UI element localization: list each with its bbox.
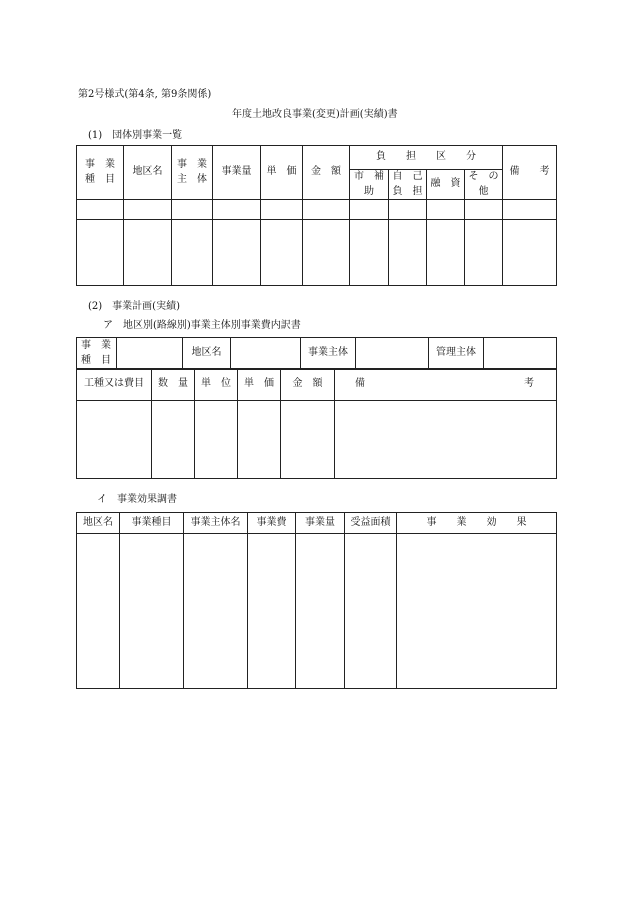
header-remarks: 備 考 (503, 146, 557, 200)
table-row (77, 534, 557, 689)
label-district: 地区名 (183, 338, 231, 370)
header-other: そ の 他 (465, 170, 503, 200)
header-remarks: 備 考 (335, 369, 557, 401)
label-project-type: 事 業 種 目 (77, 338, 117, 370)
header-project-type: 事業種目 (120, 513, 184, 534)
label-manager: 管理主体 (429, 338, 484, 370)
label-entity: 事業主体 (301, 338, 356, 370)
value-district (231, 338, 301, 370)
header-district: 地区名 (77, 513, 120, 534)
header-unit-price: 単 価 (238, 369, 281, 401)
subsection-i-heading: イ 事業効果調書 (97, 494, 177, 505)
header-unit-price: 単 価 (261, 146, 303, 200)
project-effect-table (76, 512, 557, 689)
cost-breakdown-table (76, 368, 557, 479)
header-cost: 事業費 (248, 513, 296, 534)
header-work-type: 工種又は費目 (77, 369, 152, 401)
header-self-burden: 自 己 負 担 (389, 170, 427, 200)
header-district: 地区名 (124, 146, 172, 200)
value-entity (356, 338, 429, 370)
header-quantity: 事業量 (296, 513, 345, 534)
section2-heading: (2) 事業計画(実績) (88, 301, 180, 312)
header-quantity: 事業量 (213, 146, 261, 200)
header-entity-name: 事業主体名 (184, 513, 248, 534)
value-manager (484, 338, 557, 370)
document-title: 年度土地改良事業(変更)計画(実績)書 (232, 109, 398, 120)
header-project-type: 事 業 種 目 (77, 146, 124, 200)
cost-breakdown-info-table (76, 337, 557, 370)
form-number: 第2号様式(第4条, 第9条関係) (78, 89, 212, 100)
header-quantity: 数 量 (152, 369, 195, 401)
header-effect: 事 業 効 果 (397, 513, 557, 534)
header-amount: 金 額 (281, 369, 335, 401)
table-row (77, 401, 557, 479)
header-amount: 金 額 (303, 146, 350, 200)
subsection-a-heading: ア 地区別(路線別)事業主体別事業費内訳書 (103, 320, 301, 331)
header-burden-category: 負 担 区 分 (350, 146, 503, 170)
table-row (77, 220, 557, 286)
header-unit: 単 位 (195, 369, 238, 401)
header-entity: 事 業 主 体 (172, 146, 213, 200)
section1-heading: (1) 団体別事業一覧 (88, 130, 183, 141)
value-project-type (117, 338, 183, 370)
header-loan: 融 資 (427, 170, 465, 200)
table-row (77, 200, 557, 220)
group-project-table (76, 145, 557, 286)
header-city-subsidy: 市 補 助 (350, 170, 389, 200)
header-benefit-area: 受益面積 (345, 513, 397, 534)
